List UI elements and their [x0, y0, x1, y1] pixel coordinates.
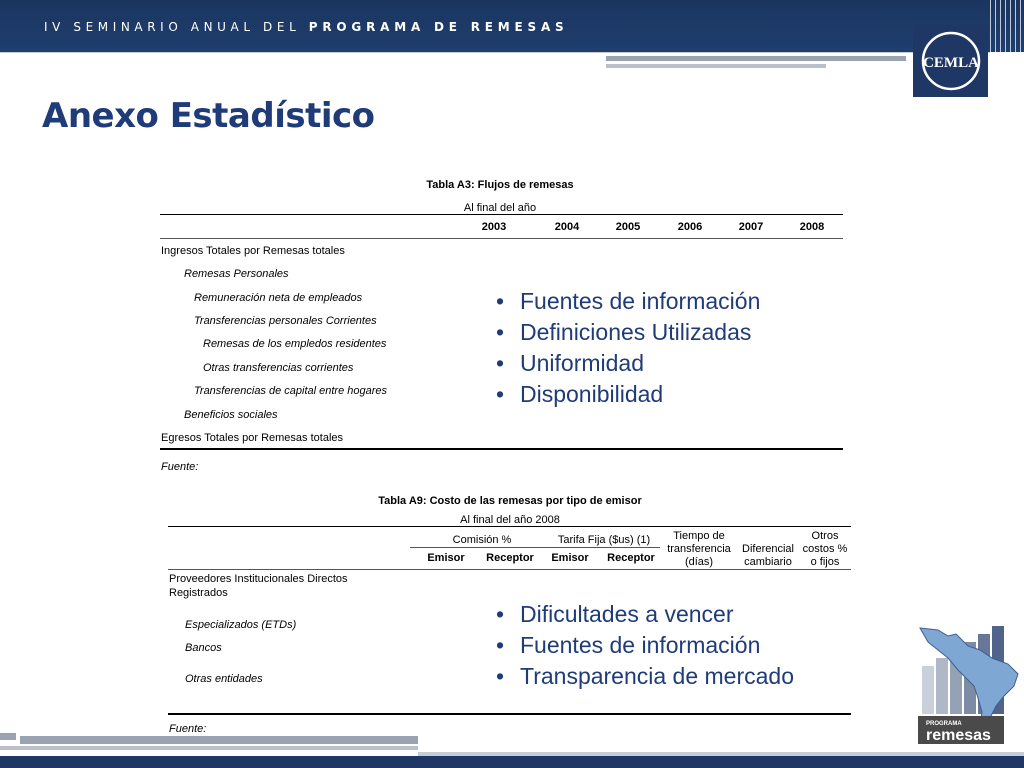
bullet-item [490, 286, 760, 317]
table-a3-year: 2003 [481, 221, 507, 233]
banner-text-bold: PROGRAMA DE REMESAS [308, 20, 569, 34]
bullet-text: Dificultades a vencer [520, 601, 734, 627]
remesas-logo [918, 620, 1022, 746]
table-a9-group-rule [410, 547, 660, 548]
table-a3-caption: Tabla A3: Flujos de remesas [426, 179, 574, 191]
banner-text-light: IV SEMINARIO ANUAL DEL [44, 20, 301, 34]
table-a3-year: 2008 [799, 221, 825, 233]
table-a3-top-rule [160, 214, 843, 215]
header-line: costos % [802, 543, 848, 555]
bottom-stripe [0, 733, 16, 740]
bullet-dot: • [495, 350, 505, 376]
header-line: cambiario [744, 556, 792, 568]
cemla-emblem-icon [919, 29, 983, 93]
table-a9-caption: Tabla A9: Costo de las remesas por tipo de emisor [378, 495, 642, 507]
header-stripe [0, 52, 990, 53]
header-stripe [606, 64, 826, 68]
row-label-line: Registrados [169, 587, 228, 599]
bullet-dot: • [495, 632, 505, 658]
table-a9-subheader: Receptor [486, 552, 534, 564]
table-a9-source: Fuente: [169, 723, 207, 735]
bullet-dot: • [495, 601, 505, 627]
bullet-item [490, 661, 794, 692]
table-a9-row-label [169, 572, 348, 600]
table-a3-row-label: Otras transferencias corrientes [203, 362, 354, 374]
header-line: Tiempo de [673, 530, 725, 542]
table-a9-subcaption: Al final del año 2008 [460, 514, 560, 526]
header-line: o fijos [810, 556, 840, 568]
footer-bar [0, 756, 1024, 768]
table-a9-subheader: Emisor [551, 552, 589, 564]
table-a3-row-label: Beneficios sociales [184, 409, 278, 421]
cemla-logo-text: CEMLA [922, 55, 979, 71]
table-a3-source: Fuente: [161, 461, 199, 473]
bullet-item [490, 379, 760, 410]
remesas-logo-small-text: PROGRAMA [926, 721, 962, 727]
bullet-item [490, 348, 760, 379]
bullet-text: Disponibilidad [520, 381, 664, 407]
table-a3-row-label: Egresos Totales por Remesas totales [161, 432, 343, 444]
table-a3-bottom-rule [160, 448, 843, 450]
table-a9-col-other-costs [798, 530, 852, 569]
bullet-text: Definiciones Utilizadas [520, 319, 752, 345]
bullet-text: Transparencia de mercado [520, 663, 795, 689]
header-stripe [606, 56, 906, 61]
bottom-stripe [20, 736, 418, 744]
row-label-line: Proveedores Institucionales Directos [169, 573, 348, 585]
table-a9-top-rule [168, 526, 851, 527]
table-a3-row-label: Ingresos Totales por Remesas totales [161, 245, 345, 257]
table-a9-row-label: Bancos [185, 642, 222, 654]
table-a9-group-commission: Comisión % [452, 534, 512, 546]
table-a3-header-rule [160, 238, 843, 239]
header-line: Diferencial [742, 543, 794, 555]
bullet-dot: • [495, 319, 505, 345]
table-a3-subcaption: Al final del año [463, 202, 537, 214]
table-a9-subheader: Emisor [427, 552, 465, 564]
bullet-text: Uniformidad [520, 350, 644, 376]
table-a3-year: 2004 [554, 221, 580, 233]
table-a3-row-label: Transferencias de capital entre hogares [194, 385, 388, 397]
seminar-banner-title [44, 20, 569, 34]
table-a9-subheader: Receptor [607, 552, 655, 564]
remesas-bars-map-icon [918, 620, 1022, 746]
bullet-dot: • [495, 663, 505, 689]
table-a9-col-exchange-diff [736, 543, 800, 569]
header-line: (días) [684, 556, 714, 568]
bottom-stripe [0, 746, 418, 750]
table-a3-year: 2005 [615, 221, 641, 233]
table-a9-col-transfer-time [664, 530, 734, 569]
bullet-list-a3 [490, 286, 760, 410]
header-line: Otros [811, 530, 839, 542]
footer-bar-accent [418, 752, 1024, 756]
table-a3-year: 2006 [677, 221, 703, 233]
banner-vertical-lines [990, 0, 1024, 52]
bullet-text: Fuentes de información [520, 632, 761, 658]
bullet-item [490, 630, 794, 661]
table-a3-row-label: Transferencias personales Corrientes [194, 315, 377, 327]
table-a9-group-fixed-fee: Tarifa Fija ($us) (1) [557, 534, 651, 546]
cemla-logo [913, 25, 988, 97]
table-a9-header-rule [168, 569, 851, 570]
bullet-text: Fuentes de información [520, 288, 761, 314]
table-a3-row-label: Remuneración neta de empleados [194, 292, 363, 304]
table-a3-row-label: Remesas de los empledos residentes [203, 338, 387, 350]
bullet-dot: • [495, 288, 505, 314]
table-a9-row-label: Especializados (ETDs) [185, 619, 297, 631]
table-a3-row-label: Remesas Personales [184, 268, 289, 280]
table-a3-year: 2007 [738, 221, 764, 233]
bullet-list-a9 [490, 599, 794, 692]
page-title: Anexo Estadístico [42, 96, 375, 136]
remesas-logo-big-text: remesas [926, 727, 991, 744]
bullet-dot: • [495, 381, 505, 407]
table-a9-bottom-rule [168, 713, 851, 715]
bullet-item [490, 317, 760, 348]
bullet-item [490, 599, 794, 630]
header-line: transferencia [667, 543, 731, 555]
table-a9-row-label: Otras entidades [185, 673, 263, 685]
